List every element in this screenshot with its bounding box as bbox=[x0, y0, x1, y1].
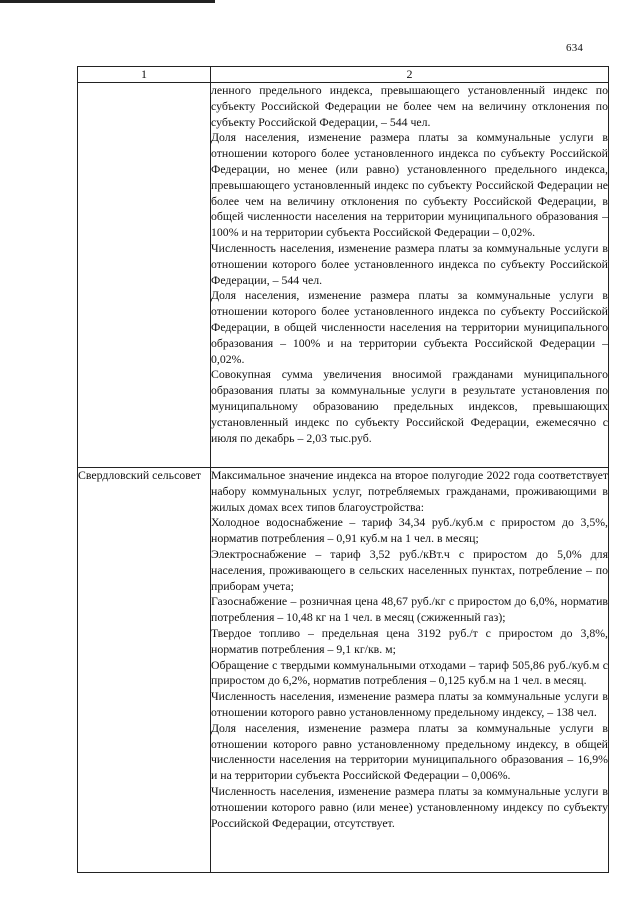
municipality-cell bbox=[78, 83, 211, 468]
column-header-1: 1 bbox=[78, 67, 211, 83]
description-cell bbox=[211, 83, 609, 468]
table-header-row bbox=[78, 67, 609, 83]
paragraph: Численность населения, изменение размера платы за коммунальные услуги в отношении которого равно (или менее) установленному индексу по субъекту Российской Федерации, отсутствует. bbox=[211, 783, 608, 830]
page-number: 634 bbox=[566, 42, 584, 54]
table-row bbox=[78, 83, 609, 468]
table-row bbox=[78, 468, 609, 873]
paragraph: Численность населения, изменение размера платы за коммунальные услуги в отношении которого более установленного индекса по субъекту Российской Федерации, – 544 чел. bbox=[211, 240, 608, 287]
paragraph: ленного предельного индекса, превышающего установленный индекс по субъекту Российской Федерации не более чем на величину отклонения по субъекту Российской Федерации, – 544 чел. bbox=[211, 83, 608, 129]
column-header-2: 2 bbox=[211, 67, 609, 83]
municipality-cell: Свердловский сельсовет bbox=[78, 468, 211, 873]
paragraph: Доля населения, изменение размера платы за коммунальные услуги в отношении которого равно установленному предельному индексу, в общей численности населения на территории муниципального образования – 16,9% и на территории субъекта Российской Федерации – 0,006%. bbox=[211, 720, 608, 783]
paragraph: Доля населения, изменение размера платы за коммунальные услуги в отношении которого более установленного индекса по субъекту Российской Федерации, в общей численности населения на территории муниципального образования – 100% и на территории субъекта Российской Федерации – 0,02%. bbox=[211, 288, 608, 366]
paragraph: Электроснабжение – тариф 3,52 руб./кВт.ч с приростом до 5,0% для населения, проживающего в сельских населенных пунктах, потребление – по приборам учета; bbox=[211, 546, 608, 593]
description-cell bbox=[211, 468, 609, 873]
paragraph: Твердое топливо – предельная цена 3192 руб./т с приростом до 3,8%, норматив потребления – 9,1 кг/кв. м; bbox=[211, 625, 608, 656]
document-table bbox=[77, 66, 609, 873]
paragraph: Газоснабжение – розничная цена 48,67 руб./кг с приростом до 6,0%, норматив потребления – 10,48 кг на 1 чел. в месяц (сжиженный газ); bbox=[211, 594, 608, 625]
paragraph: Максимальное значение индекса на второе полугодие 2022 года соответствует набору коммунальных услуг, потребляемых гражданами, проживающими в жилых домах всех типов благоустройства: bbox=[211, 468, 608, 514]
paragraph: Совокупная сумма увеличения вносимой гражданами муниципального образования платы за коммунальные услуги в результате установления по муниципальному образованию предельных индексов, превышающих установленный индекс по субъекту Российской Федерации, ежемесячно с июля по декабрь – 2,03 тыс.руб. bbox=[211, 367, 608, 445]
paragraph: Обращение с твердыми коммунальными отходами – тариф 505,86 руб./куб.м с приростом до 6,2%, норматив потребления – 0,125 куб.м на 1 чел. в месяц. bbox=[211, 657, 608, 688]
scan-edge-mark bbox=[0, 0, 215, 3]
paragraph: Холодное водоснабжение – тариф 34,34 руб./куб.м с приростом до 3,5%, норматив потребления – 0,91 куб.м на 1 чел. в месяц; bbox=[211, 515, 608, 546]
paragraph: Доля населения, изменение размера платы за коммунальные услуги в отношении которого более установленного индекса по субъекту Российской Федерации, но менее (или равно) установленного предельного индекса, превышающего установленный индекс по субъекту Российской Федерации не более чем на величину отклонения по субъекту Российской Федерации, в общей численности населения на территории муниципального образования – 100% и на территории субъекта Российской Федерации – 0,02%. bbox=[211, 130, 608, 240]
paragraph: Численность населения, изменение размера платы за коммунальные услуги в отношении которого равно установленному предельному индексу, – 138 чел. bbox=[211, 689, 608, 719]
